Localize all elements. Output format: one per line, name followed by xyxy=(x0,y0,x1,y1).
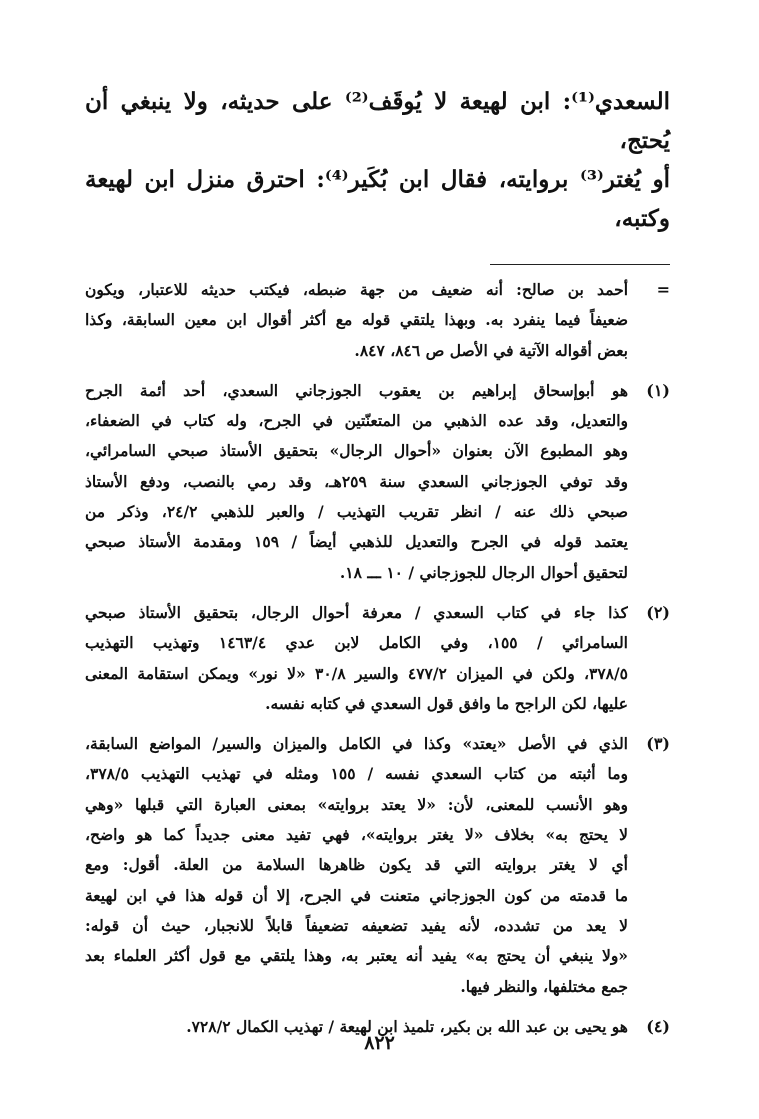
footnote-line: جمع مختلفها، والنظر فيها. xyxy=(460,976,628,996)
footnote-1 xyxy=(85,376,670,588)
footnote-marker: (١) xyxy=(646,380,670,400)
main-text xyxy=(85,82,670,238)
footnote-line: صبحي ذلك عنه / انظر تقريب التهذيب / والعبر للذهبي ٢٤/٢، وذكر من xyxy=(85,502,628,522)
footnote-text xyxy=(85,598,628,719)
footnote-2 xyxy=(85,598,670,719)
footnote-line: هو أبوإسحاق إبراهيم بن يعقوب الجوزجاني السعدي، أحد أئمة الجرح xyxy=(85,380,628,400)
main-text-line: أو يُغتر⁽³⁾ بروايته، فقال ابن بُكَير⁽⁴⁾: احترق منزل ابن لهيعة وكتبه، xyxy=(85,166,670,232)
footnote-marker: (٣) xyxy=(646,734,670,754)
footnote-line: ما قدمته من كون الجوزجاني متعنت في الجرح، إلا أن قوله هذا في ابن لهيعة xyxy=(85,885,628,905)
main-text-line: السعدي⁽¹⁾: ابن لهيعة لا يُوقَف⁽²⁾ على حديثه، ولا ينبغي أن يُحتج، xyxy=(85,88,670,154)
footnote-continuation xyxy=(85,275,670,366)
footnote-line: كذا جاء في كتاب السعدي / معرفة أحوال الرجال، بتحقيق الأستاذ صبحي xyxy=(85,602,628,622)
footnote-line: وهو الأنسب للمعنى، لأن: «لا يعتد بروايته» بمعنى العبارة التي قبلها «وهي xyxy=(85,794,628,814)
footnote-marker: (٢) xyxy=(646,602,670,622)
footnote-line: «ولا ينبغي أن يحتج به» يفيد أنه يعتبر به، وهذا يلتقي مع قول أكثر العلماء بعد xyxy=(85,946,628,966)
footnote-line: الذي في الأصل «يعتد» وكذا في الكامل والميزان والسير/ المواضع السابقة، xyxy=(85,734,628,754)
footnote-line: ٣٧٨/٥، ولكن في الميزان ٤٧٧/٢ والسير ٣٠/٨ «لا نور» ويمكن استقامة المعنى xyxy=(85,663,628,683)
footnote-text xyxy=(85,729,628,1002)
footnote-line: عليها، لكن الراجح ما وافق قول السعدي في كتابه نفسه. xyxy=(265,693,628,713)
footnote-line: يعتمد قوله في الجرح والتعديل للذهبي أيضاً / ١٥٩ ومقدمة الأستاذ صبحي xyxy=(85,532,628,552)
footnote-line: ضعيفاً فيما ينفرد به. وبهذا يلتقي قوله مع أكثر أقوال ابن معين السابقة، وكذا xyxy=(85,310,628,330)
footnote-line: وهو المطبوع الآن بعنوان «أحوال الرجال» بتحقيق الأستاذ صبحي السامرائي، xyxy=(85,441,628,461)
footnote-text xyxy=(85,275,628,366)
footnote-text xyxy=(85,376,628,588)
footnote-line: وما أثبته من كتاب السعدي نفسه / ١٥٥ ومثله في تهذيب التهذيب ٣٧٨/٥، xyxy=(85,764,628,784)
footnote-marker: (٤) xyxy=(646,1016,670,1036)
footnote-separator xyxy=(490,264,670,265)
footnote-line: والتعديل، وقد عده الذهبي من المتعنّتين في الجرح، وله كتاب في الضعفاء، xyxy=(85,411,628,431)
footnotes xyxy=(85,275,670,1042)
footnote-line: بعض أقواله الآتية في الأصل ص ٨٤٦، ٨٤٧. xyxy=(354,340,628,360)
footnote-line: لا يعد من تشدده، لأنه يفيد تضعيفه تضعيفاً قابلاً للانجبار، حيث أن قوله: xyxy=(85,915,628,935)
footnote-line: أحمد بن صالح: أنه ضعيف من جهة ضبطه، فيكتب حديثه للاعتبار، ويكون xyxy=(85,280,628,299)
footnote-line: وقد توفي الجوزجاني السعدي سنة ٢٥٩هـ، وقد رمي بالنصب، ودفع الأستاذ xyxy=(85,471,628,491)
footnote-marker: = xyxy=(656,280,670,299)
footnote-line: أي لا يغتر بروايته التي قد يكون ظاهرها السلامة من العلة. أقول: ومع xyxy=(85,855,628,875)
footnote-3 xyxy=(85,729,670,1002)
footnote-line: لا يحتج به» بخلاف «لا يغتر بروايته»، فهي تفيد معنى جديداً كما هو واضح، xyxy=(85,825,628,845)
footnote-line: لتحقيق أحوال الرجال للجوزجاني / ١٠ ـــ ١٨. xyxy=(339,562,628,582)
footnote-line: السامرائي / ١٥٥، وفي الكامل لابن عدي ١٤٦٣/٤ وتهذيب التهذيب xyxy=(85,633,628,653)
footnote-line: هو يحيى بن عبد الله بن بكير، تلميذ ابن لهيعة / تهذيب الكمال ٧٢٨/٢. xyxy=(186,1016,628,1036)
page-number: ٨٢٢ xyxy=(364,1032,395,1054)
page-content xyxy=(85,82,670,1052)
